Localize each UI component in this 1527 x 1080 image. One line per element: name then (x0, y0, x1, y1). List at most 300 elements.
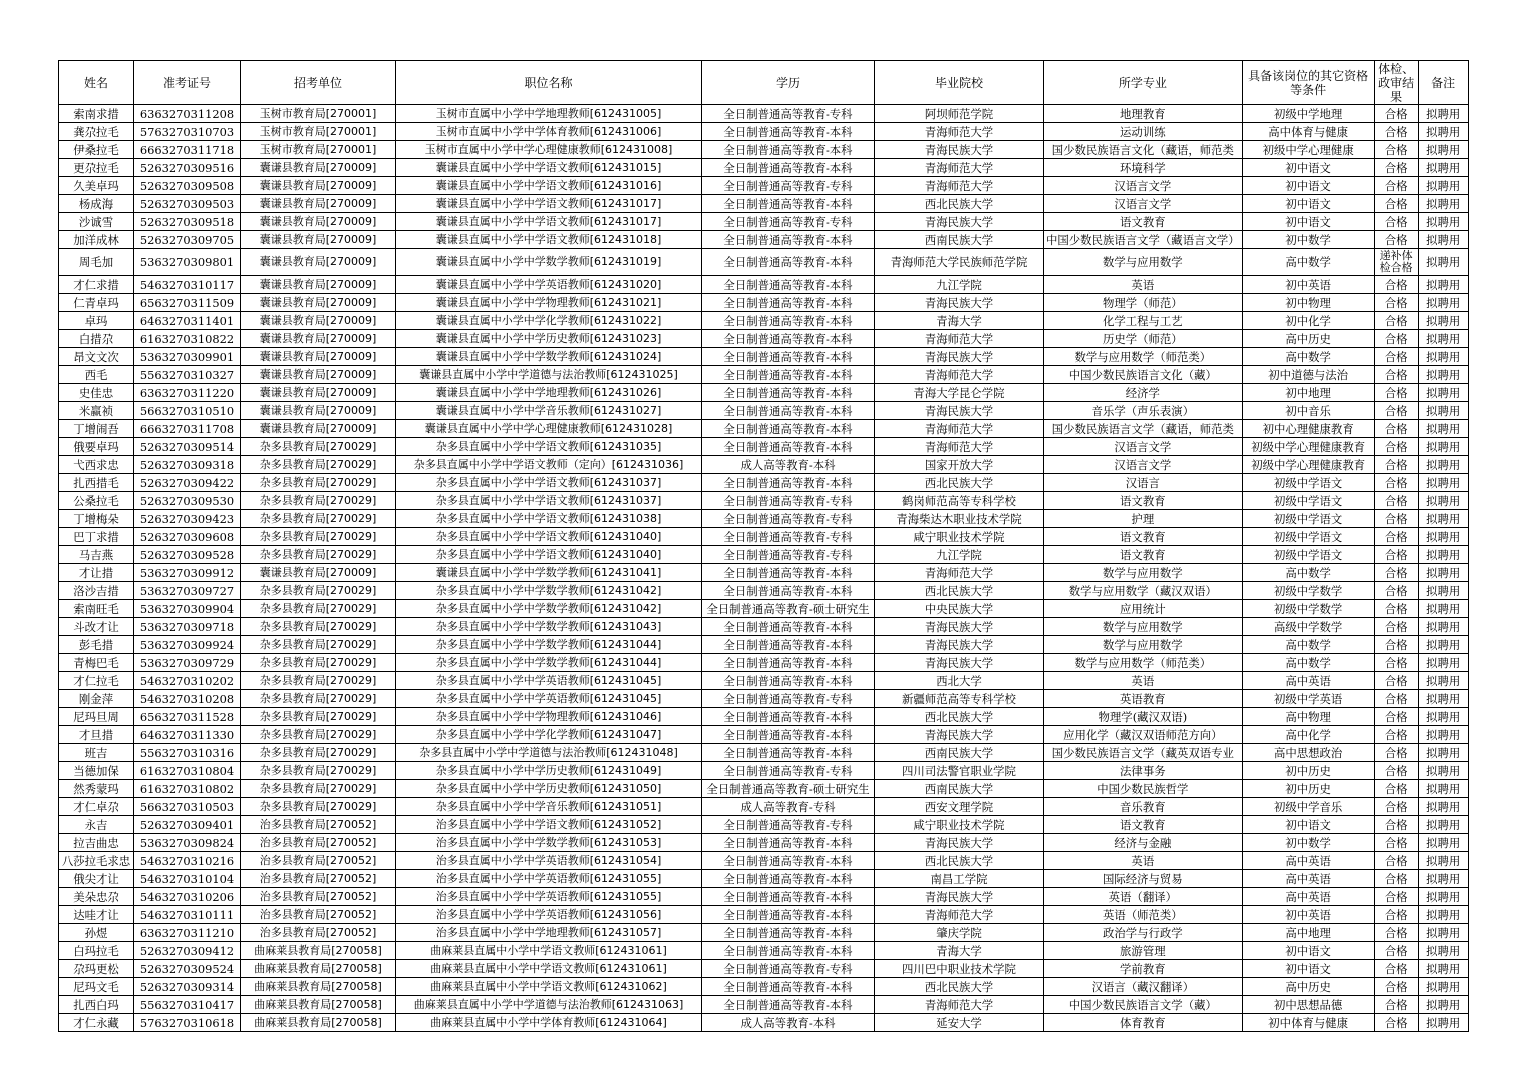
cell-check-result: 合格 (1374, 231, 1418, 249)
cell-unit: 囊谦县教育局[270009] (241, 402, 396, 420)
table-row (59, 618, 1469, 636)
cell-name: 才让措 (59, 564, 134, 582)
cell-school: 九江学院 (875, 276, 1044, 294)
cell-check-result: 合格 (1374, 924, 1418, 942)
cell-unit: 杂多县教育局[270029] (241, 726, 396, 744)
cell-name: 索南旺毛 (59, 600, 134, 618)
cell-unit: 玉树市教育局[270001] (241, 105, 396, 123)
cell-exam-id: 6163270310804 (134, 762, 241, 780)
cell-school: 青海大学 (875, 942, 1044, 960)
cell-qualification: 初级中学心理健康教育 (1242, 456, 1374, 474)
cell-major: 旅游管理 (1044, 942, 1243, 960)
cell-position: 曲麻莱县直属中小学中学语文教师[612431061] (396, 942, 702, 960)
cell-remark: 拟聘用 (1418, 366, 1468, 384)
cell-exam-id: 5263270309524 (134, 960, 241, 978)
cell-qualification: 初级中学数学 (1242, 600, 1374, 618)
cell-exam-id: 6363270311220 (134, 384, 241, 402)
cell-unit: 囊谦县教育局[270009] (241, 330, 396, 348)
cell-major: 地理教育 (1044, 105, 1243, 123)
table-row (59, 213, 1469, 231)
cell-name: 俄要卓玛 (59, 438, 134, 456)
cell-school: 国家开放大学 (875, 456, 1044, 474)
table-row (59, 942, 1469, 960)
cell-school: 西北民族大学 (875, 582, 1044, 600)
cell-position: 杂多县直属中小学中学道德与法治教师[612431048] (396, 744, 702, 762)
cell-qualification: 高中地理 (1242, 924, 1374, 942)
cell-position: 囊谦县直属中小学中学语文教师[612431017] (396, 213, 702, 231)
cell-exam-id: 6363270311208 (134, 105, 241, 123)
cell-remark: 拟聘用 (1418, 960, 1468, 978)
cell-remark: 拟聘用 (1418, 780, 1468, 798)
cell-check-result: 合格 (1374, 366, 1418, 384)
cell-major: 英语教育 (1044, 690, 1243, 708)
cell-education: 全日制普通高等教育-本科 (702, 870, 875, 888)
cell-exam-id: 5263270309401 (134, 816, 241, 834)
cell-name: 扎西白玛 (59, 996, 134, 1014)
cell-unit: 杂多县教育局[270029] (241, 618, 396, 636)
cell-major: 国少数民族语言文化（藏语，师范类 (1044, 141, 1243, 159)
cell-education: 全日制普通高等教育-本科 (702, 672, 875, 690)
cell-qualification: 初中音乐 (1242, 402, 1374, 420)
cell-remark: 拟聘用 (1418, 384, 1468, 402)
cell-school: 青海师范大学 (875, 330, 1044, 348)
table-row (59, 402, 1469, 420)
cell-unit: 治多县教育局[270052] (241, 816, 396, 834)
cell-check-result: 合格 (1374, 762, 1418, 780)
cell-qualification: 初中化学 (1242, 312, 1374, 330)
cell-exam-id: 5263270309516 (134, 159, 241, 177)
cell-check-result: 合格 (1374, 195, 1418, 213)
cell-remark: 拟聘用 (1418, 582, 1468, 600)
cell-education: 全日制普通高等教育-本科 (702, 249, 875, 276)
table-row (59, 177, 1469, 195)
cell-education: 全日制普通高等教育-本科 (702, 654, 875, 672)
cell-qualification: 高中历史 (1242, 330, 1374, 348)
cell-qualification: 初中语文 (1242, 159, 1374, 177)
cell-check-result: 合格 (1374, 438, 1418, 456)
cell-check-result: 合格 (1374, 492, 1418, 510)
cell-qualification: 高级中学数学 (1242, 618, 1374, 636)
cell-exam-id: 5263270309423 (134, 510, 241, 528)
cell-exam-id: 5563270310417 (134, 996, 241, 1014)
cell-exam-id: 5263270309518 (134, 213, 241, 231)
cell-name: 美朵忠尕 (59, 888, 134, 906)
cell-education: 全日制普通高等教育-本科 (702, 123, 875, 141)
table-row (59, 546, 1469, 564)
cell-major: 汉语言文学 (1044, 195, 1243, 213)
table-row (59, 672, 1469, 690)
cell-check-result: 递补体检合格 (1374, 249, 1418, 276)
cell-education: 全日制普通高等教育-本科 (702, 330, 875, 348)
table-row (59, 456, 1469, 474)
cell-unit: 杂多县教育局[270029] (241, 582, 396, 600)
cell-qualification: 初中语文 (1242, 177, 1374, 195)
table-row (59, 231, 1469, 249)
cell-qualification: 初级中学英语 (1242, 690, 1374, 708)
cell-remark: 拟聘用 (1418, 906, 1468, 924)
cell-education: 全日制普通高等教育-本科 (702, 942, 875, 960)
cell-exam-id: 5463270310202 (134, 672, 241, 690)
cell-position: 杂多县直属中小学中学数学教师[612431042] (396, 582, 702, 600)
cell-remark: 拟聘用 (1418, 744, 1468, 762)
cell-remark: 拟聘用 (1418, 474, 1468, 492)
cell-check-result: 合格 (1374, 420, 1418, 438)
header-education: 学历 (702, 61, 875, 105)
cell-qualification: 初级中学语文 (1242, 546, 1374, 564)
cell-education: 全日制普通高等教育-硕士研究生 (702, 600, 875, 618)
cell-unit: 治多县教育局[270052] (241, 870, 396, 888)
cell-remark: 拟聘用 (1418, 312, 1468, 330)
cell-qualification: 初级中学语文 (1242, 528, 1374, 546)
cell-school: 西北民族大学 (875, 474, 1044, 492)
cell-major: 音乐教育 (1044, 798, 1243, 816)
cell-exam-id: 5363270309824 (134, 834, 241, 852)
cell-check-result: 合格 (1374, 672, 1418, 690)
cell-major: 汉语言文学 (1044, 177, 1243, 195)
cell-position: 杂多县直属中小学中学数学教师[612431044] (396, 654, 702, 672)
cell-school: 青海民族大学 (875, 141, 1044, 159)
table-row (59, 762, 1469, 780)
cell-qualification: 初中历史 (1242, 780, 1374, 798)
header-school: 毕业院校 (875, 61, 1044, 105)
cell-major: 运动训练 (1044, 123, 1243, 141)
cell-school: 青海民族大学 (875, 654, 1044, 672)
cell-exam-id: 5363270309924 (134, 636, 241, 654)
table-row (59, 294, 1469, 312)
cell-name: 班吉 (59, 744, 134, 762)
cell-remark: 拟聘用 (1418, 1014, 1468, 1032)
cell-name: 永吉 (59, 816, 134, 834)
cell-name: 才仁永藏 (59, 1014, 134, 1032)
cell-remark: 拟聘用 (1418, 726, 1468, 744)
cell-education: 全日制普通高等教育-专科 (702, 762, 875, 780)
cell-exam-id: 6563270311528 (134, 708, 241, 726)
cell-major: 法律事务 (1044, 762, 1243, 780)
cell-name: 俄尖才让 (59, 870, 134, 888)
cell-major: 数学与应用数学 (1044, 249, 1243, 276)
cell-name: 昂文文次 (59, 348, 134, 366)
cell-exam-id: 5763270310703 (134, 123, 241, 141)
table-row (59, 744, 1469, 762)
table-row (59, 123, 1469, 141)
cell-qualification: 初中历史 (1242, 762, 1374, 780)
table-row (59, 330, 1469, 348)
cell-qualification: 高中数学 (1242, 564, 1374, 582)
table-row (59, 312, 1469, 330)
cell-unit: 杂多县教育局[270029] (241, 492, 396, 510)
cell-exam-id: 5663270310503 (134, 798, 241, 816)
table-row (59, 492, 1469, 510)
table-row (59, 690, 1469, 708)
cell-position: 曲麻莱县直属中小学中学语文教师[612431061] (396, 960, 702, 978)
cell-name: 沙诚雪 (59, 213, 134, 231)
cell-position: 囊谦县直属中小学中学地理教师[612431026] (396, 384, 702, 402)
cell-education: 全日制普通高等教育-本科 (702, 636, 875, 654)
cell-remark: 拟聘用 (1418, 213, 1468, 231)
cell-unit: 囊谦县教育局[270009] (241, 348, 396, 366)
cell-major: 数学与应用数学（师范类） (1044, 654, 1243, 672)
cell-exam-id: 5463270310111 (134, 906, 241, 924)
cell-name: 才旦措 (59, 726, 134, 744)
cell-exam-id: 6663270311718 (134, 141, 241, 159)
cell-school: 西北民族大学 (875, 195, 1044, 213)
cell-unit: 杂多县教育局[270029] (241, 438, 396, 456)
cell-check-result: 合格 (1374, 744, 1418, 762)
table-row (59, 870, 1469, 888)
cell-unit: 杂多县教育局[270029] (241, 474, 396, 492)
cell-unit: 囊谦县教育局[270009] (241, 420, 396, 438)
cell-qualification: 初中心理健康教育 (1242, 420, 1374, 438)
cell-qualification: 高中数学 (1242, 636, 1374, 654)
cell-name: 西毛 (59, 366, 134, 384)
table-row (59, 654, 1469, 672)
cell-name: 丁增梅朵 (59, 510, 134, 528)
cell-education: 全日制普通高等教育-本科 (702, 564, 875, 582)
cell-check-result: 合格 (1374, 600, 1418, 618)
cell-name: 才仁求措 (59, 276, 134, 294)
cell-exam-id: 5463270310104 (134, 870, 241, 888)
cell-check-result: 合格 (1374, 618, 1418, 636)
cell-exam-id: 5263270309318 (134, 456, 241, 474)
cell-unit: 杂多县教育局[270029] (241, 708, 396, 726)
cell-education: 全日制普通高等教育-本科 (702, 582, 875, 600)
cell-unit: 杂多县教育局[270029] (241, 672, 396, 690)
cell-school: 延安大学 (875, 1014, 1044, 1032)
cell-school: 青海师范大学 (875, 366, 1044, 384)
cell-position: 杂多县直属中小学中学语文教师[612431037] (396, 492, 702, 510)
cell-check-result: 合格 (1374, 978, 1418, 996)
cell-qualification: 初级中学数学 (1242, 582, 1374, 600)
cell-school: 青海大学 (875, 312, 1044, 330)
cell-qualification: 高中思想政治 (1242, 744, 1374, 762)
cell-school: 中央民族大学 (875, 600, 1044, 618)
cell-remark: 拟聘用 (1418, 510, 1468, 528)
cell-check-result: 合格 (1374, 456, 1418, 474)
cell-school: 鹤岗师范高等专科学校 (875, 492, 1044, 510)
cell-unit: 囊谦县教育局[270009] (241, 249, 396, 276)
header-position: 职位名称 (396, 61, 702, 105)
cell-check-result: 合格 (1374, 798, 1418, 816)
cell-check-result: 合格 (1374, 942, 1418, 960)
cell-check-result: 合格 (1374, 213, 1418, 231)
cell-unit: 杂多县教育局[270029] (241, 690, 396, 708)
cell-check-result: 合格 (1374, 159, 1418, 177)
cell-major: 汉语言文学 (1044, 456, 1243, 474)
cell-major: 应用化学（藏汉双语师范方向） (1044, 726, 1243, 744)
cell-school: 四川巴中职业技术学院 (875, 960, 1044, 978)
cell-education: 全日制普通高等教育-本科 (702, 906, 875, 924)
cell-name: 尼玛文毛 (59, 978, 134, 996)
cell-remark: 拟聘用 (1418, 294, 1468, 312)
cell-unit: 囊谦县教育局[270009] (241, 195, 396, 213)
cell-remark: 拟聘用 (1418, 924, 1468, 942)
cell-exam-id: 5363270309718 (134, 618, 241, 636)
cell-exam-id: 5563270310316 (134, 744, 241, 762)
table-row (59, 636, 1469, 654)
cell-name: 马吉燕 (59, 546, 134, 564)
cell-check-result: 合格 (1374, 384, 1418, 402)
cell-check-result: 合格 (1374, 1014, 1418, 1032)
table-row (59, 924, 1469, 942)
cell-exam-id: 6363270311210 (134, 924, 241, 942)
cell-name: 索南求措 (59, 105, 134, 123)
cell-name: 公桑拉毛 (59, 492, 134, 510)
cell-major: 中国少数民族语言文学（藏语言文学） (1044, 231, 1243, 249)
cell-qualification: 初中地理 (1242, 384, 1374, 402)
cell-qualification: 高中物理 (1242, 708, 1374, 726)
table-row (59, 834, 1469, 852)
cell-qualification: 高中数学 (1242, 654, 1374, 672)
cell-check-result: 合格 (1374, 582, 1418, 600)
table-row (59, 195, 1469, 213)
cell-check-result: 合格 (1374, 510, 1418, 528)
table-row (59, 1014, 1469, 1032)
cell-education: 全日制普通高等教育-本科 (702, 978, 875, 996)
cell-education: 全日制普通高等教育-本科 (702, 312, 875, 330)
cell-name: 当德加保 (59, 762, 134, 780)
cell-unit: 玉树市教育局[270001] (241, 141, 396, 159)
cell-school: 青海民族大学 (875, 726, 1044, 744)
cell-check-result: 合格 (1374, 294, 1418, 312)
cell-name: 才仁卓尕 (59, 798, 134, 816)
cell-remark: 拟聘用 (1418, 996, 1468, 1014)
cell-school: 九江学院 (875, 546, 1044, 564)
cell-unit: 杂多县教育局[270029] (241, 510, 396, 528)
cell-exam-id: 5263270309508 (134, 177, 241, 195)
cell-check-result: 合格 (1374, 546, 1418, 564)
cell-remark: 拟聘用 (1418, 888, 1468, 906)
cell-education: 全日制普通高等教育-专科 (702, 105, 875, 123)
table-row (59, 888, 1469, 906)
table-row (59, 978, 1469, 996)
cell-school: 西南民族大学 (875, 744, 1044, 762)
cell-position: 囊谦县直属中小学中学化学教师[612431022] (396, 312, 702, 330)
cell-school: 青海师范大学 (875, 159, 1044, 177)
cell-qualification: 高中英语 (1242, 672, 1374, 690)
cell-major: 数学与应用数学 (1044, 636, 1243, 654)
cell-position: 杂多县直属中小学中学语文教师[612431040] (396, 546, 702, 564)
cell-check-result: 合格 (1374, 726, 1418, 744)
cell-position: 玉树市直属中小学中学地理教师[612431005] (396, 105, 702, 123)
cell-unit: 囊谦县教育局[270009] (241, 276, 396, 294)
cell-exam-id: 5563270310327 (134, 366, 241, 384)
cell-exam-id: 5463270310117 (134, 276, 241, 294)
cell-education: 全日制普通高等教育-本科 (702, 834, 875, 852)
cell-remark: 拟聘用 (1418, 708, 1468, 726)
table-row (59, 105, 1469, 123)
header-unit: 招考单位 (241, 61, 396, 105)
cell-exam-id: 5263270309314 (134, 978, 241, 996)
cell-education: 全日制普通高等教育-本科 (702, 402, 875, 420)
cell-remark: 拟聘用 (1418, 177, 1468, 195)
cell-check-result: 合格 (1374, 870, 1418, 888)
cell-position: 杂多县直属中小学中学英语教师[612431045] (396, 690, 702, 708)
cell-position: 杂多县直属中小学中学语文教师[612431038] (396, 510, 702, 528)
cell-name: 白玛拉毛 (59, 942, 134, 960)
cell-school: 咸宁职业技术学院 (875, 816, 1044, 834)
cell-major: 语文教育 (1044, 546, 1243, 564)
cell-major: 汉语言 (1044, 474, 1243, 492)
cell-position: 杂多县直属中小学中学语文教师[612431035] (396, 438, 702, 456)
cell-remark: 拟聘用 (1418, 123, 1468, 141)
cell-education: 全日制普通高等教育-本科 (702, 888, 875, 906)
cell-education: 全日制普通高等教育-本科 (702, 474, 875, 492)
cell-school: 青海师范大学民族师范学院 (875, 249, 1044, 276)
cell-education: 全日制普通高等教育-本科 (702, 231, 875, 249)
table-row (59, 384, 1469, 402)
cell-check-result: 合格 (1374, 690, 1418, 708)
cell-unit: 囊谦县教育局[270009] (241, 312, 396, 330)
cell-education: 全日制普通高等教育-专科 (702, 510, 875, 528)
cell-unit: 杂多县教育局[270029] (241, 762, 396, 780)
cell-qualification: 初中物理 (1242, 294, 1374, 312)
cell-remark: 拟聘用 (1418, 330, 1468, 348)
table-row (59, 528, 1469, 546)
cell-position: 曲麻莱县直属中小学中学体育教师[612431064] (396, 1014, 702, 1032)
cell-exam-id: 5263270309422 (134, 474, 241, 492)
cell-position: 治多县直属中小学中学英语教师[612431054] (396, 852, 702, 870)
cell-major: 数学与应用数学（藏汉双语） (1044, 582, 1243, 600)
table-body (59, 105, 1469, 1032)
cell-position: 治多县直属中小学中学数学教师[612431053] (396, 834, 702, 852)
cell-school: 西南民族大学 (875, 780, 1044, 798)
cell-education: 全日制普通高等教育-专科 (702, 960, 875, 978)
cell-major: 语文教育 (1044, 213, 1243, 231)
cell-exam-id: 5263270309412 (134, 942, 241, 960)
cell-unit: 治多县教育局[270052] (241, 888, 396, 906)
cell-check-result: 合格 (1374, 906, 1418, 924)
cell-education: 全日制普通高等教育-本科 (702, 924, 875, 942)
header-major: 所学专业 (1044, 61, 1243, 105)
cell-remark: 拟聘用 (1418, 348, 1468, 366)
cell-school: 青海民族大学 (875, 348, 1044, 366)
cell-unit: 曲麻莱县教育局[270058] (241, 978, 396, 996)
cell-qualification: 初中英语 (1242, 276, 1374, 294)
cell-major: 英语 (1044, 672, 1243, 690)
cell-name: 仁青卓玛 (59, 294, 134, 312)
cell-school: 青海民族大学 (875, 888, 1044, 906)
cell-school: 西南民族大学 (875, 231, 1044, 249)
cell-major: 英语 (1044, 276, 1243, 294)
cell-position: 杂多县直属中小学中学数学教师[612431044] (396, 636, 702, 654)
header-check-result: 体检、政审结果 (1374, 61, 1418, 105)
cell-remark: 拟聘用 (1418, 672, 1468, 690)
cell-education: 全日制普通高等教育-本科 (702, 366, 875, 384)
cell-major: 语文教育 (1044, 492, 1243, 510)
cell-education: 全日制普通高等教育-本科 (702, 996, 875, 1014)
cell-major: 英语（翻译） (1044, 888, 1243, 906)
cell-remark: 拟聘用 (1418, 438, 1468, 456)
cell-remark: 拟聘用 (1418, 600, 1468, 618)
cell-qualification: 高中英语 (1242, 870, 1374, 888)
cell-position: 治多县直属中小学中学英语教师[612431055] (396, 870, 702, 888)
cell-exam-id: 5363270309912 (134, 564, 241, 582)
cell-remark: 拟聘用 (1418, 798, 1468, 816)
cell-remark: 拟聘用 (1418, 852, 1468, 870)
cell-qualification: 初中体育与健康 (1242, 1014, 1374, 1032)
table-row (59, 510, 1469, 528)
cell-school: 青海师范大学 (875, 906, 1044, 924)
cell-position: 杂多县直属中小学中学物理教师[612431046] (396, 708, 702, 726)
cell-school: 肇庆学院 (875, 924, 1044, 942)
cell-exam-id: 6463270311330 (134, 726, 241, 744)
cell-major: 政治学与行政学 (1044, 924, 1243, 942)
cell-name: 加洋成林 (59, 231, 134, 249)
cell-education: 全日制普通高等教育-专科 (702, 213, 875, 231)
cell-exam-id: 6163270310802 (134, 780, 241, 798)
cell-qualification: 初级中学地理 (1242, 105, 1374, 123)
cell-remark: 拟聘用 (1418, 528, 1468, 546)
